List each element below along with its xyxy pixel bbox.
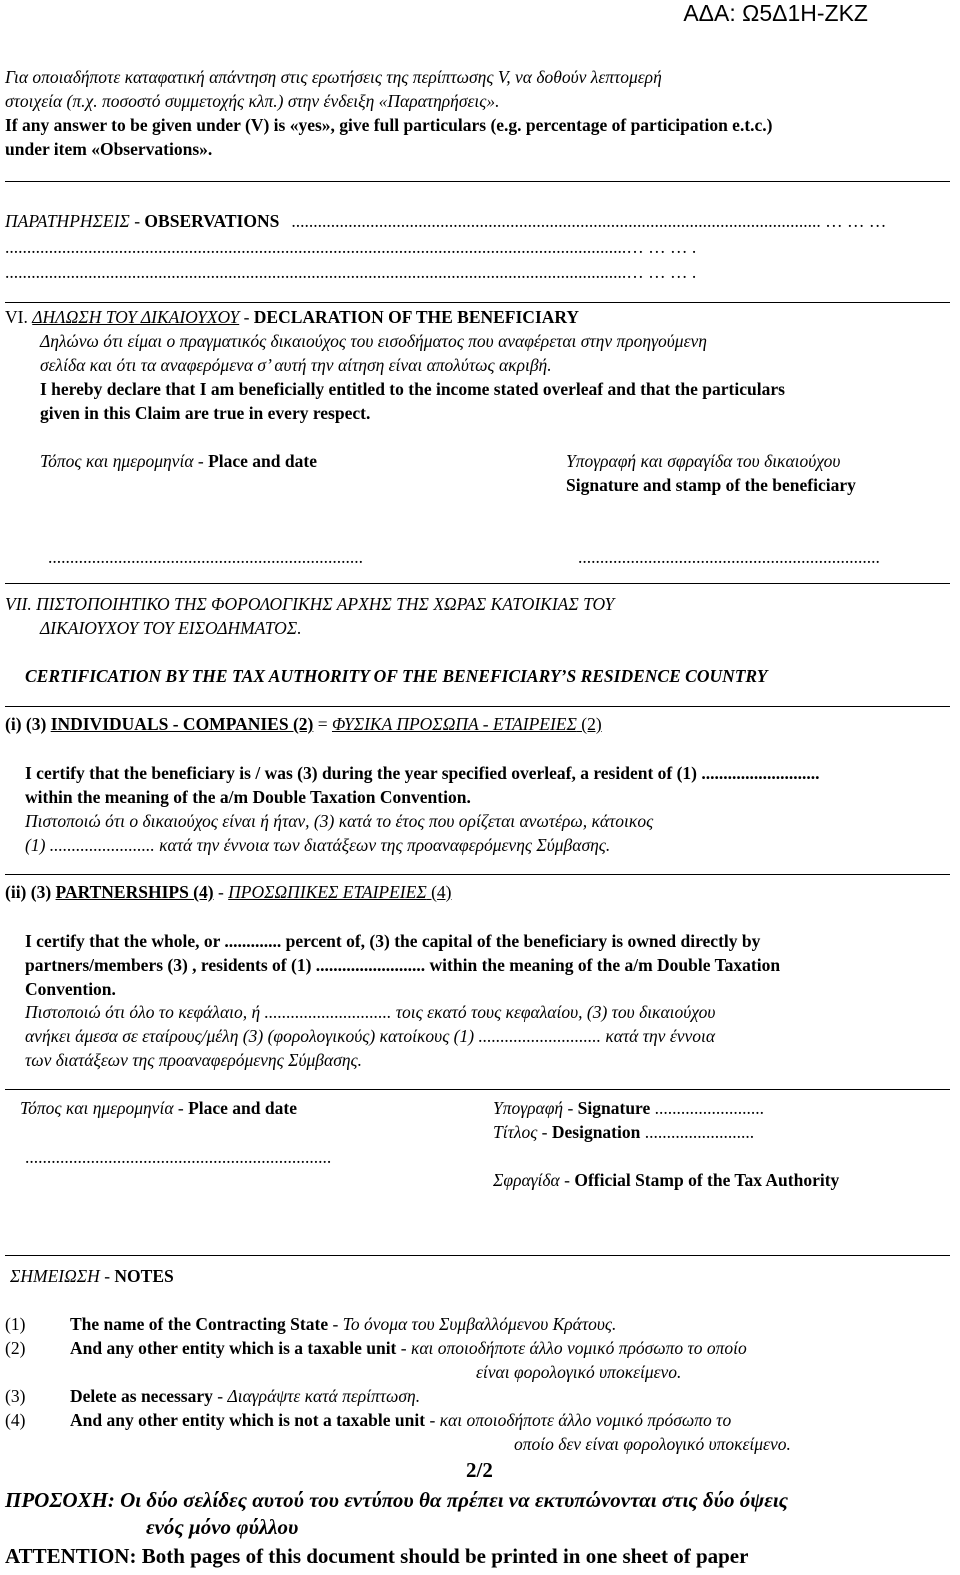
note-item	[5, 1313, 25, 1335]
note-text	[70, 1337, 747, 1359]
separator-rule	[5, 583, 950, 584]
tax-stamp-english: Official Stamp of the Tax Authority	[574, 1170, 840, 1190]
section-vii-title-greek-2: ΔΙΚΑΙΟΥΧΟΥ ΤΟΥ ΕΙΣΟΔΗΜΑΤΟΣ.	[40, 618, 302, 638]
note-number: (3)	[5, 1386, 26, 1406]
observations-dots-3[interactable]: ..............................................................................................................................................… … … .	[5, 262, 697, 282]
separator-rule	[5, 1089, 950, 1090]
partnerships-separator: -	[213, 882, 229, 902]
observations-dots-2[interactable]: ..............................................................................................................................................… … … .	[5, 237, 697, 257]
note-english: And any other entity which is not a taxable unit	[70, 1410, 426, 1430]
notes-heading-greek: ΣΗΜΕΙΩΣΗ -	[10, 1266, 115, 1286]
partnerships-heading	[5, 881, 452, 903]
individuals-companies-heading	[5, 713, 602, 735]
separator-rule	[5, 1255, 950, 1256]
note-separator: -	[328, 1314, 343, 1334]
section-vi-number: VI.	[5, 307, 33, 327]
tax-place-date-greek: Τόπος και ημερομηνία -	[20, 1098, 189, 1118]
declaration-english-line-1: I hereby declare that I am beneficially entitled to the income stated overleaf and that the particulars	[40, 379, 785, 399]
tax-stamp-greek: Σφραγίδα -	[493, 1170, 575, 1190]
note-separator: -	[396, 1338, 411, 1358]
note-number: (1)	[5, 1314, 26, 1334]
section-vii-title-greek-1: VII. ΠΙΣΤΟΠΟΙΗΤΙΚΟ ΤΗΣ ΦΟΡΟΛΟΓΙΚΗΣ ΑΡΧΗΣ ΤΗΣ ΧΩΡΑΣ ΚΑΤΟΙΚΙΑΣ ΤΟΥ	[5, 594, 615, 614]
place-date-field[interactable]: ........................................................................	[48, 547, 363, 567]
tax-signature-english: Signature	[577, 1098, 651, 1118]
partnerships-greek-line-2: ανήκει άμεσα σε εταίρους/μέλη (3) (φορολογικούς) κατοίκους (1) ............................ κατά την έννοια	[25, 1026, 716, 1046]
individuals-prefix: (i) (3)	[5, 714, 51, 734]
partnerships-greek-line-1: Πιστοποιώ ότι όλο το κεφάλαιο, ή ............................. τοις εκατό τους κεφαλαίου, (3) του δικαιούχου	[25, 1002, 716, 1022]
tax-place-date-label	[20, 1097, 297, 1119]
note-greek: Διαγράψτε κατά περίπτωση.	[227, 1386, 421, 1406]
observations-label-greek: ΠΑΡΑΤΗΡΗΣΕΙΣ -	[5, 211, 145, 231]
note-item	[5, 1385, 25, 1407]
observations-label	[5, 210, 886, 232]
note-greek-continuation: οποίο δεν είναι φορολογικό υποκείμενο.	[514, 1434, 791, 1454]
document-code: ΑΔΑ: Ω5Δ1Η-ΖΚΖ	[683, 0, 868, 26]
note-text	[70, 1313, 616, 1335]
individuals-english-line-1: I certify that the beneficiary is / was (3) during the year specified overleaf, a resident of (1) ...........................	[25, 763, 820, 783]
section-vi-separator: -	[239, 307, 254, 327]
warning-greek-line-2: ενός μόνο φύλλου	[146, 1515, 299, 1539]
tax-signature-line	[493, 1097, 764, 1119]
note-english: Delete as necessary	[70, 1386, 213, 1406]
separator-rule	[5, 874, 950, 875]
partnerships-english-line-1: I certify that the whole, or ............. percent of, (3) the capital of the beneficiary is owned directly by	[25, 931, 761, 951]
intro-greek-line-2: στοιχεία (π.χ. ποσοστό συμμετοχής κλπ.) στην ένδειξη «Παρατηρήσεις».	[5, 91, 500, 111]
intro-english-line-2: under item «Observations».	[5, 139, 213, 159]
declaration-greek-line-2: σελίδα και ότι τα αναφερόμενα σ’ αυτή την αίτηση είναι απολύτως ακριβή.	[40, 355, 552, 375]
section-vi-title-english: DECLARATION OF THE BENEFICIARY	[253, 307, 580, 327]
individuals-greek-line-2: (1) ........................ κατά την έννοια των διατάξεων της προαναφερόμενης Σύμβασης.	[25, 835, 611, 855]
note-item	[5, 1337, 25, 1359]
observations-dots-1[interactable]: ......................................................................................................................... … … …	[291, 211, 887, 231]
partnerships-prefix: (ii) (3)	[5, 882, 56, 902]
separator-rule	[5, 181, 950, 182]
partnerships-english-line-2: partners/members (3) , residents of (1) ......................... within the meaning of the a/m Double Taxation	[25, 955, 781, 975]
intro-english-line-1: If any answer to be given under (V) is «yes», give full particulars (e.g. percentage of participation e.t.c.)	[5, 115, 773, 135]
partnerships-heading-greek-num: (4)	[426, 882, 452, 902]
section-vii-title-english: CERTIFICATION BY THE TAX AUTHORITY OF THE BENEFICIARY’S RESIDENCE COUNTRY	[25, 666, 768, 686]
place-date-greek: Τόπος και ημερομηνία -	[40, 451, 209, 471]
note-greek-continuation: είναι φορολογικό υποκείμενο.	[476, 1362, 682, 1382]
place-date-label	[40, 450, 317, 472]
individuals-greek-line-1: Πιστοποιώ ότι ο δικαιούχος είναι ή ήταν, (3) κατά το έτος που ορίζεται ανωτέρω, κάτοικος	[25, 811, 654, 831]
declaration-english-line-2: given in this Claim are true in every respect.	[40, 403, 371, 423]
individuals-english-line-2: within the meaning of the a/m Double Taxation Convention.	[25, 787, 471, 807]
declaration-greek-line-1: Δηλώνω ότι είμαι ο πραγματικός δικαιούχος του εισοδήματος που αναφέρεται στην προηγούμενη	[40, 331, 707, 351]
note-text	[70, 1385, 420, 1407]
tax-designation-line	[493, 1121, 754, 1143]
individuals-heading-greek: ΦΥΣΙΚΑ ΠΡΟΣΩΠΑ - ΕΤΑΙΡΕΙΕΣ	[331, 714, 577, 734]
partnerships-greek-line-3: των διατάξεων της προαναφερόμενης Σύμβασης.	[25, 1050, 362, 1070]
tax-place-date-field[interactable]: ......................................................................	[25, 1147, 332, 1167]
note-separator: -	[425, 1410, 440, 1430]
tax-designation-field[interactable]: .........................	[640, 1122, 755, 1142]
warning-english: ATTENTION: Both pages of this document should be printed in one sheet of paper	[5, 1544, 749, 1568]
individuals-equals: =	[313, 714, 332, 734]
partnerships-heading-english: PARTNERSHIPS (4)	[55, 882, 214, 902]
intro-greek-line-1: Για οποιαδήποτε καταφατική απάντηση στις ερωτήσεις της περίπτωσης V, να δοθούν λεπτομερή	[5, 67, 662, 87]
place-date-english: Place and date	[208, 451, 317, 471]
individuals-heading-greek-num: (2)	[576, 714, 602, 734]
partnerships-heading-greek: ΠΡΟΣΩΠΙΚΕΣ ΕΤΑΙΡΕΙΕΣ	[228, 882, 427, 902]
page-number: 2/2	[466, 1458, 493, 1482]
note-greek: Το όνομα του Συμβαλλόμενου Κράτους.	[342, 1314, 617, 1334]
section-vi-title-greek: ΔΗΛΩΣΗ ΤΟΥ ΔΙΚΑΙΟΥΧΟΥ	[32, 307, 240, 327]
beneficiary-signature-english: Signature and stamp of the beneficiary	[566, 475, 856, 495]
tax-signature-greek: Υπογραφή -	[493, 1098, 578, 1118]
separator-rule	[5, 302, 950, 303]
separator-rule	[5, 706, 950, 707]
observations-label-english: OBSERVATIONS	[144, 211, 280, 231]
tax-signature-field[interactable]: .........................	[650, 1098, 765, 1118]
note-separator: -	[212, 1386, 228, 1406]
note-number: (4)	[5, 1410, 26, 1430]
tax-designation-greek: Τίτλος -	[493, 1122, 552, 1142]
tax-place-date-english: Place and date	[188, 1098, 297, 1118]
note-english: The name of the Contracting State	[70, 1314, 329, 1334]
individuals-heading-english: INDIVIDUALS - COMPANIES (2)	[50, 714, 314, 734]
beneficiary-signature-field[interactable]: .....................................................................	[578, 547, 880, 567]
note-text	[70, 1409, 731, 1431]
notes-heading	[10, 1265, 174, 1287]
note-english: And any other entity which is a taxable unit	[70, 1338, 397, 1358]
notes-heading-english: NOTES	[114, 1266, 174, 1286]
note-greek: και οποιοδήποτε άλλο νομικό πρόσωπο το οποίο	[410, 1338, 747, 1358]
partnerships-english-line-3: Convention.	[25, 979, 116, 999]
tax-stamp-line	[493, 1169, 839, 1191]
note-number: (2)	[5, 1338, 26, 1358]
warning-greek-line-1: ΠΡΟΣΟΧΗ: Οι δύο σελίδες αυτού του εντύπου θα πρέπει να εκτυπώνονται στις δύο όψεις	[5, 1488, 789, 1512]
beneficiary-signature-greek: Υπογραφή και σφραγίδα του δικαιούχου	[566, 451, 841, 471]
note-greek: και οποιοδήποτε άλλο νομικό πρόσωπο το	[439, 1410, 732, 1430]
section-vi-heading	[5, 306, 579, 328]
note-item	[5, 1409, 25, 1431]
tax-designation-english: Designation	[551, 1122, 641, 1142]
